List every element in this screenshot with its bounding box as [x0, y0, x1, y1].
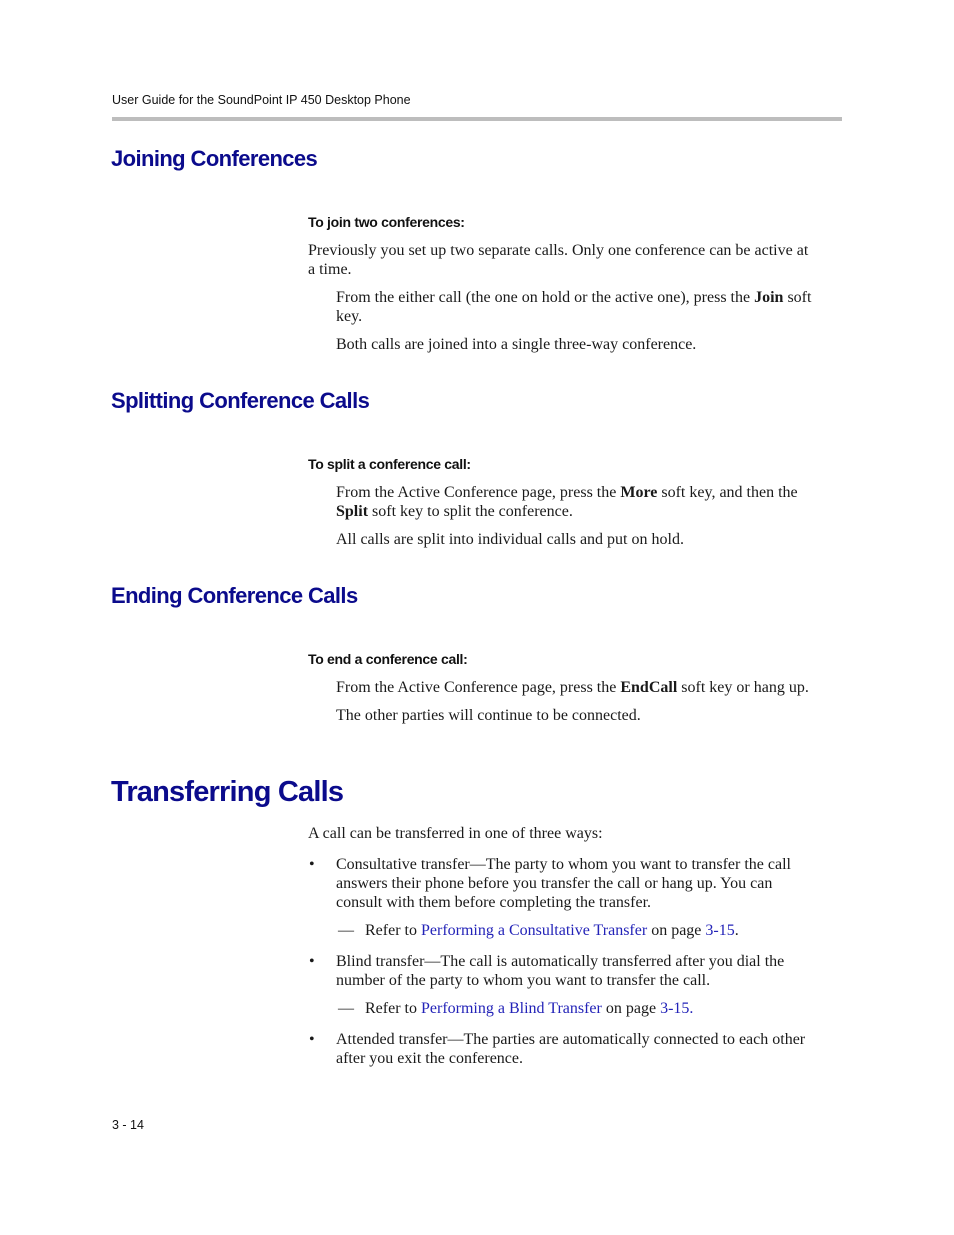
link-page-3-15-blind[interactable]: 3-15 [660, 1000, 690, 1017]
ending-step-text: From the Active Conference page, press the [336, 679, 621, 696]
join-softkey-label: Join [754, 289, 784, 306]
joining-step-text-2: soft [783, 289, 812, 306]
endcall-softkey-label: EndCall [620, 679, 678, 696]
splitting-step-text: From the Active Conference page, press the [336, 484, 621, 501]
ending-step-text-2: soft key or hang up. [677, 679, 809, 696]
bullet-blind: • [309, 953, 315, 970]
heading-ending-conference-calls: Ending Conference Calls [111, 583, 358, 608]
joining-result: Both calls are joined into a single three-way conference. [336, 336, 697, 353]
ending-step [336, 678, 809, 697]
consultative-line-3: consult with them before completing the transfer. [336, 894, 652, 911]
heading-transferring-calls: Transferring Calls [111, 776, 344, 808]
link-performing-consultative-transfer[interactable]: Performing a Consultative Transfer [420, 922, 648, 939]
ref-mid: on page [647, 922, 706, 939]
splitting-step-text-3: soft key to split the conference. [368, 503, 573, 520]
bullet-consultative: • [309, 856, 315, 873]
link-page-3-15-consultative[interactable]: 3-15 [705, 922, 735, 939]
task-split-conference: To split a conference call: [308, 456, 471, 472]
splitting-step-text-2: soft key, and then the [657, 484, 798, 501]
attended-line-1: Attended transfer—The parties are automatically connected to each other [336, 1031, 806, 1048]
joining-step-text: From the either call (the one on hold or the active one), press the [336, 289, 755, 306]
ref-end: . [689, 1000, 694, 1017]
dash-consultative-ref: — [338, 922, 354, 939]
joining-intro-line-2: a time. [308, 261, 352, 278]
consultative-reference [365, 921, 739, 940]
link-performing-blind-transfer[interactable]: Performing a Blind Transfer [420, 1000, 602, 1017]
split-softkey-label: Split [336, 503, 369, 520]
transferring-intro: A call can be transferred in one of three ways: [308, 825, 603, 842]
ref-prefix: Refer to [365, 1000, 421, 1017]
splitting-result: All calls are split into individual calls and put on hold. [336, 531, 684, 548]
blind-reference [365, 999, 693, 1018]
running-header: User Guide for the SoundPoint IP 450 Desktop Phone [112, 93, 411, 107]
task-end-conference: To end a conference call: [308, 651, 468, 667]
joining-step [336, 288, 811, 307]
ref-mid: on page [601, 1000, 661, 1017]
ending-result: The other parties will continue to be connected. [336, 707, 641, 724]
attended-line-2: after you exit the conference. [336, 1050, 524, 1067]
splitting-step-line-1 [336, 483, 798, 502]
consultative-line-1: Consultative transfer—The party to whom you want to transfer the call [336, 856, 791, 873]
bullet-attended: • [309, 1031, 315, 1048]
header-rule [112, 117, 842, 121]
ref-end: . [734, 922, 739, 939]
heading-splitting-conference-calls: Splitting Conference Calls [111, 388, 370, 413]
blind-line-2: number of the party to whom you want to transfer the call. [336, 972, 711, 989]
blind-line-1: Blind transfer—The call is automatically transferred after you dial the [336, 953, 785, 970]
consultative-line-2: answers their phone before you transfer the call or hang up. You can [336, 875, 773, 892]
task-join-conferences: To join two conferences: [308, 214, 465, 230]
page-number: 3 - 14 [112, 1118, 144, 1132]
ref-prefix: Refer to [365, 922, 421, 939]
splitting-step-line-2 [336, 502, 573, 521]
more-softkey-label: More [620, 484, 658, 501]
dash-blind-ref: — [338, 1000, 354, 1017]
heading-joining-conferences: Joining Conferences [111, 146, 318, 171]
joining-step-cont: key. [336, 308, 363, 325]
joining-intro-line-1: Previously you set up two separate calls. Only one conference can be active at [308, 242, 809, 259]
